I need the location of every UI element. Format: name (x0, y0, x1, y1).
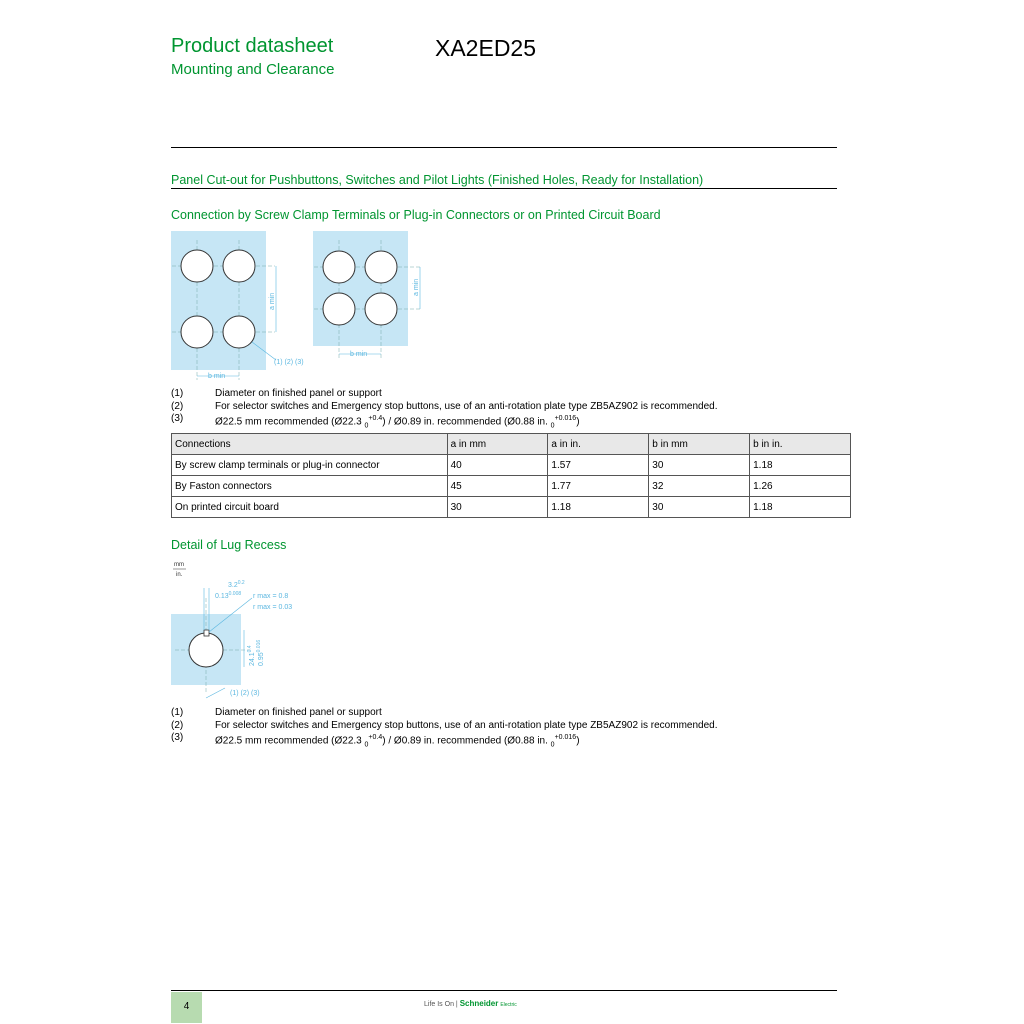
note-number: (3) (171, 732, 184, 743)
schneider-logo: Life Is On | Schneider Electric (424, 999, 517, 1008)
footer-brand: Schneider (459, 999, 499, 1008)
doc-subtitle: Mounting and Clearance (171, 61, 335, 78)
table-header: b in mm (649, 434, 750, 455)
cutout-hole (189, 633, 223, 667)
table-cell: By Faston connectors (172, 476, 448, 497)
dim-label-a-min: a min (269, 292, 276, 310)
dim-height-mm: $24.1^{0.4}$ (247, 645, 256, 666)
table-cell: 40 (447, 455, 548, 476)
dim-width-in: $0.13^{0.008}$ (215, 591, 242, 600)
table-cell: On printed circuit board (172, 497, 448, 518)
table-cell: By screw clamp terminals or plug-in connector (172, 455, 448, 476)
table-header: b in in. (750, 434, 851, 455)
doc-title: Product datasheet (171, 35, 334, 57)
dim-width-mm: $3.2^{0.2}$ (228, 580, 245, 589)
header-rule (171, 147, 837, 148)
note-text: For selector switches and Emergency stop buttons, use of an anti-rotation plate type ZB5AZ902 is recommended. (215, 400, 718, 412)
section-title-lug-recess: Detail of Lug Recess (171, 538, 287, 552)
lug-recess-figure (170, 558, 310, 703)
note-text: For selector switches and Emergency stop buttons, use of an anti-rotation plate type ZB5AZ902 is recommended. (215, 719, 718, 731)
note-2 (171, 401, 717, 414)
section-rule (171, 188, 837, 189)
table-cell: 1.18 (548, 497, 649, 518)
dim-label-b-min: b min (350, 351, 368, 358)
callout-label: (1) (2) (3) (274, 359, 304, 366)
footer-brand-sub: Electric (500, 1002, 517, 1008)
note-text: Ø22.5 mm recommended (Ø22.3 $_0^{+0.4}$) / Ø0.89 in. recommended (Ø0.88 in. $_0^{+0.016}$) (215, 415, 580, 430)
table-cell: 32 (649, 476, 750, 497)
panel-cutout-figure-right (312, 230, 437, 362)
panel-area (171, 231, 266, 370)
section-subtitle-connection: Connection by Screw Clamp Terminals or Plug-in Connectors or on Printed Circuit Board (171, 208, 661, 222)
r-max-mm: r max = 0.8 (253, 593, 289, 600)
table-row (172, 476, 851, 497)
note-2 (171, 720, 717, 733)
table-cell: 30 (649, 455, 750, 476)
page-number: 4 (183, 1001, 190, 1012)
section-title-panel-cutout: Panel Cut-out for Pushbuttons, Switches and Pilot Lights (Finished Holes, Ready for Installation) (171, 173, 704, 187)
callout-label: (1) (2) (3) (230, 690, 260, 697)
product-code: XA2ED25 (435, 35, 537, 61)
connections-table (171, 433, 851, 518)
unit-in: in. (176, 572, 183, 578)
note-text: Diameter on finished panel or support (215, 388, 382, 399)
table-cell: 1.77 (548, 476, 649, 497)
note-1 (171, 707, 717, 720)
panel-cutout-figure-left (170, 230, 320, 385)
lug-recess (204, 630, 209, 636)
note-3 (171, 413, 717, 433)
table-cell: 1.57 (548, 455, 649, 476)
table-header: a in mm (447, 434, 548, 455)
table-header-row (172, 434, 851, 455)
table-cell: 30 (447, 497, 548, 518)
section2-notes (171, 707, 717, 752)
table-cell: 45 (447, 476, 548, 497)
table-cell: 1.18 (750, 455, 851, 476)
table-header: Connections (172, 434, 448, 455)
note-3 (171, 732, 717, 752)
note-text: Ø22.5 mm recommended (Ø22.3 $_0^{+0.4}$) / Ø0.89 in. recommended (Ø0.88 in. $_0^{+0.016}$) (215, 734, 580, 749)
table-cell: 1.18 (750, 497, 851, 518)
dim-label-b-min: b min (208, 373, 226, 380)
table-row (172, 455, 851, 476)
note-number: (2) (171, 719, 184, 731)
footer-tagline: Life Is On (424, 1001, 454, 1008)
note-number: (3) (171, 413, 184, 424)
section1-notes (171, 388, 717, 433)
dim-height-in: $0.95^{0.016}$ (256, 639, 265, 666)
table-cell: 30 (649, 497, 750, 518)
note-number: (1) (171, 707, 184, 718)
table-cell: 1.26 (750, 476, 851, 497)
note-1 (171, 388, 717, 401)
note-number: (2) (171, 400, 184, 412)
note-text: Diameter on finished panel or support (215, 707, 382, 718)
unit-mm: mm (174, 562, 184, 568)
panel-area (313, 231, 408, 346)
table-header: a in in. (548, 434, 649, 455)
dim-label-a-min: a min (413, 278, 420, 296)
r-max-in: r max = 0.03 (253, 604, 293, 611)
table-row (172, 497, 851, 518)
note-number: (1) (171, 388, 184, 399)
footer-rule (171, 990, 837, 991)
